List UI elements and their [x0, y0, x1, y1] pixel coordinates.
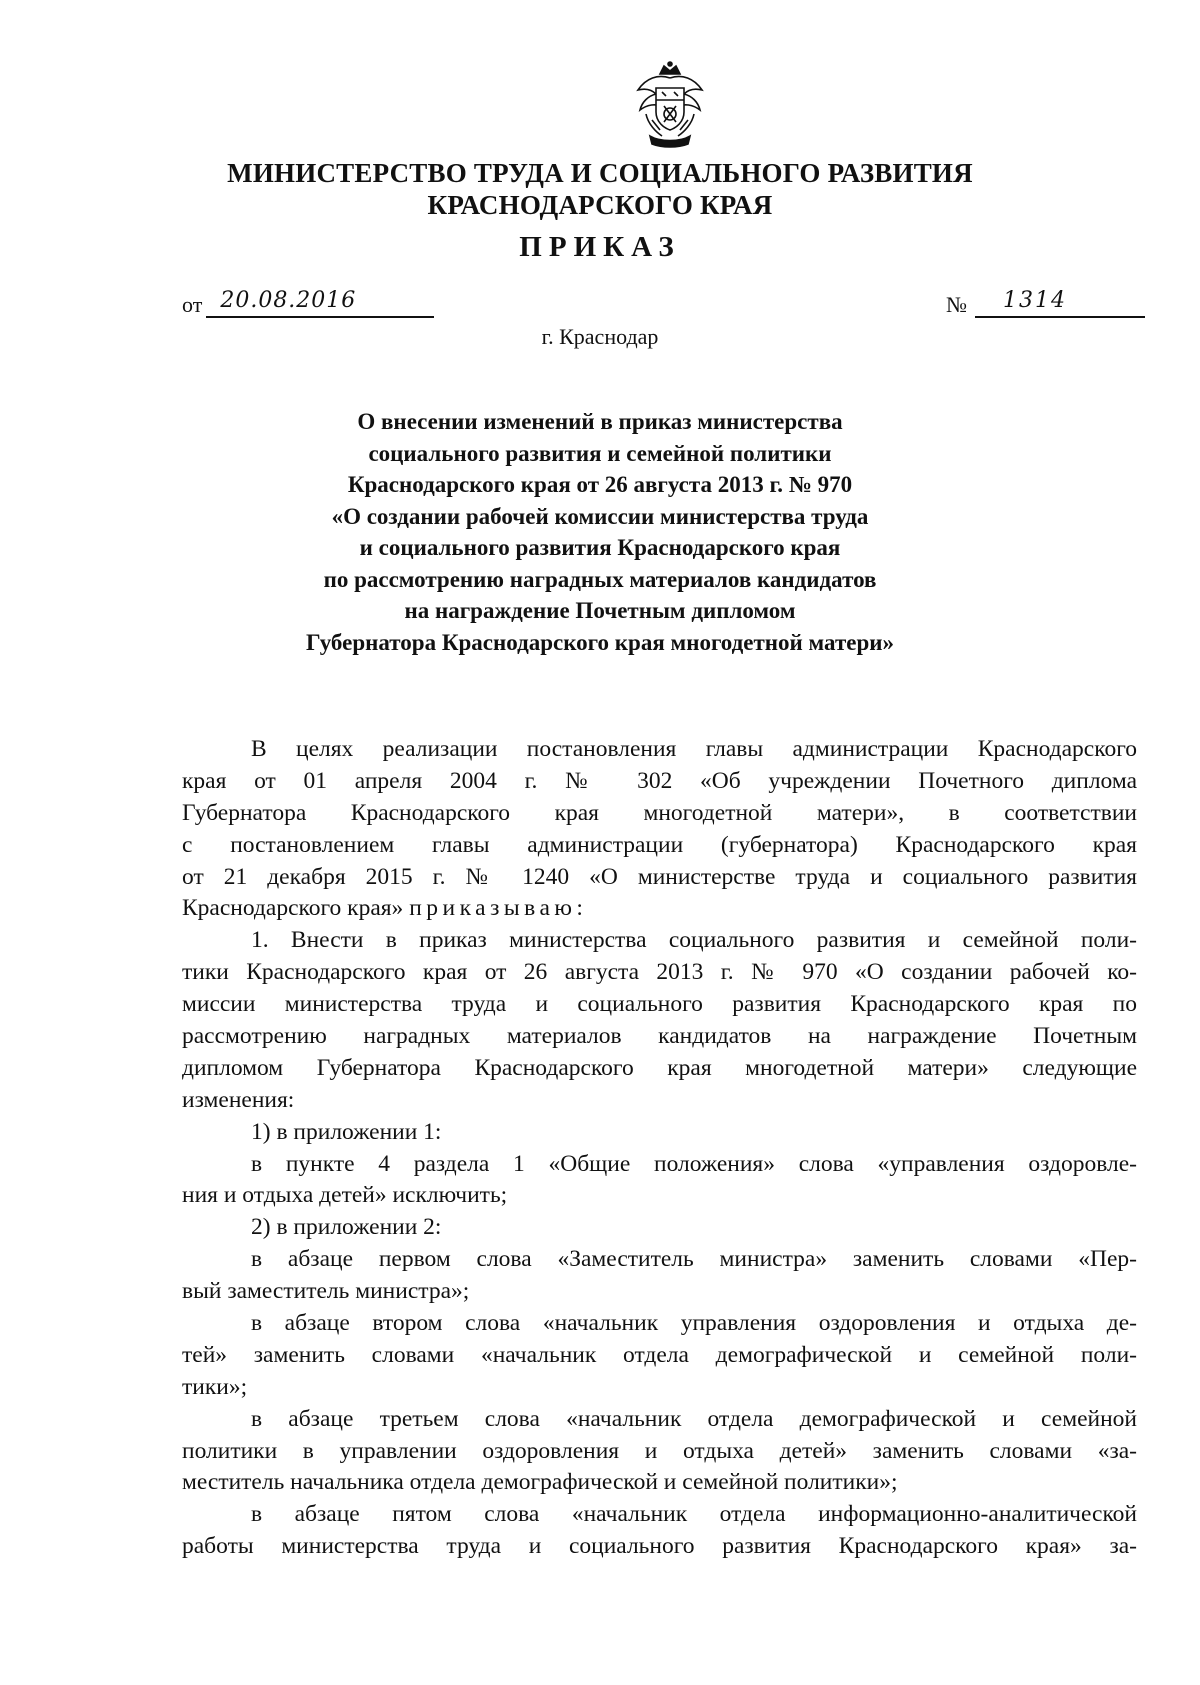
body-line-text: в пункте 4 раздела 1 «Общие положения» слова «управления оздоровле- — [251, 1150, 1137, 1177]
body-line-text: в абзаце пятом слова «начальник отдела информационно-аналитической — [251, 1501, 1137, 1528]
body-line — [182, 830, 1137, 862]
number-field — [946, 288, 1145, 318]
number-value: 1314 — [1003, 288, 1067, 313]
title-line: О внесении изменений в приказ министерства — [357, 409, 843, 434]
body-line-text: работы министерства труда и социального развития Краснодарского края» за- — [182, 1533, 1137, 1560]
body-line — [182, 1276, 1137, 1308]
body-line — [182, 734, 1137, 766]
date-prefix: от — [182, 292, 203, 317]
number-underline — [975, 288, 1145, 318]
document-type: ПРИКАЗ — [519, 231, 681, 263]
title-line: на награждение Почетным дипломом — [404, 598, 796, 623]
body-line — [182, 1212, 1137, 1244]
body-line-text: с постановлением главы администрации (губернатора) Краснодарского края — [182, 831, 1137, 858]
ministry-name-line2: КРАСНОДАРСКОГО КРАЯ — [427, 190, 773, 220]
body-line — [182, 1021, 1137, 1053]
body-line — [182, 1117, 1137, 1149]
ministry-name-line1: МИНИСТЕРСТВО ТРУДА И СОЦИАЛЬНОГО РАЗВИТИЯ — [227, 158, 973, 188]
body-line-text: от 21 декабря 2015 г. № 1240 «О министерстве труда и социального развития — [182, 863, 1137, 890]
title-line: по рассмотрению наградных материалов кандидатов — [323, 566, 877, 592]
body-line-text: меститель начальника отдела демографической и семейной политики»; — [182, 1469, 898, 1496]
body-line-text: дипломом Губернатора Краснодарского края многодетной матери» следующие — [182, 1054, 1137, 1081]
body-line-text: Губернатора Краснодарского края многодетной матери», в соответствии — [182, 799, 1137, 826]
body-line-suffix: приказываю: — [409, 895, 588, 922]
body-line — [182, 1053, 1137, 1085]
body-line-text: 1. Внести в приказ министерства социального развития и семейной поли- — [251, 927, 1137, 954]
coat-of-arms-icon — [632, 60, 708, 150]
date-value: 20.08.2016 — [220, 288, 357, 313]
body-line — [182, 862, 1137, 894]
body-line — [182, 766, 1137, 798]
body-line — [182, 1340, 1137, 1372]
body-line — [182, 1308, 1137, 1340]
body-line-text: политики в управлении оздоровления и отдыха детей» заменить словами «за- — [182, 1437, 1137, 1464]
body-line-text: миссии министерства труда и социального развития Краснодарского края по — [182, 991, 1137, 1018]
body-line — [182, 798, 1137, 830]
body-line — [182, 1085, 1137, 1117]
body-line — [182, 925, 1137, 957]
document-title — [230, 406, 970, 658]
body-line-text: ния и отдыха детей» исключить; — [182, 1182, 508, 1209]
number-prefix: № — [946, 292, 967, 317]
document-body — [182, 734, 1137, 1563]
city: г. Краснодар — [541, 324, 659, 349]
body-line — [182, 1404, 1137, 1436]
body-line — [182, 1149, 1137, 1181]
body-line-text: рассмотрению наградных материалов кандидатов на награждение Почетным — [182, 1023, 1137, 1050]
body-line-text: 1) в приложении 1: — [251, 1118, 442, 1145]
body-line — [182, 1372, 1137, 1404]
body-line-text: в абзаце третьем слова «начальник отдела демографической и семейной — [251, 1405, 1137, 1432]
body-line-text: тей» заменить словами «начальник отдела демографической и семейной поли- — [182, 1341, 1137, 1368]
body-line-text: изменения: — [182, 1086, 295, 1113]
date-field — [182, 288, 434, 318]
body-line — [182, 1244, 1137, 1276]
body-line-text: В целях реализации постановления главы администрации Краснодарского — [251, 736, 1137, 762]
body-line — [182, 1180, 1137, 1212]
title-line: и социального развития Краснодарского края — [359, 535, 841, 560]
body-line — [182, 1531, 1137, 1563]
title-line: Краснодарского края от 26 августа 2013 г. № 970 — [347, 472, 853, 497]
body-line — [182, 893, 1137, 925]
title-line: «О создании рабочей комиссии министерства труда — [331, 503, 869, 529]
body-line-text: в абзаце первом слова «Заместитель министра» заменить словами «Пер- — [251, 1246, 1137, 1273]
body-line-text: тики Краснодарского края от 26 августа 2013 г. № 970 «О создании рабочей ко- — [182, 959, 1137, 986]
title-line: Губернатора Краснодарского края многодетной матери» — [305, 629, 895, 655]
body-line — [182, 989, 1137, 1021]
body-line-text: вый заместитель министра»; — [182, 1278, 470, 1305]
title-line: социального развития и семейной политики — [368, 440, 832, 466]
body-line-text: тики»; — [182, 1373, 248, 1400]
body-line — [182, 1499, 1137, 1531]
date-underline — [206, 288, 434, 318]
body-line — [182, 1467, 1137, 1499]
body-line-text: Краснодарского края» — [182, 895, 404, 922]
body-line-text: края от 01 апреля 2004 г. № 302 «Об учреждении Почетного диплома — [182, 767, 1137, 794]
body-line — [182, 957, 1137, 989]
body-line — [182, 1436, 1137, 1468]
body-line-text: 2) в приложении 2: — [251, 1214, 442, 1241]
body-line-text: в абзаце втором слова «начальник управления оздоровления и отдыха де- — [251, 1310, 1137, 1337]
